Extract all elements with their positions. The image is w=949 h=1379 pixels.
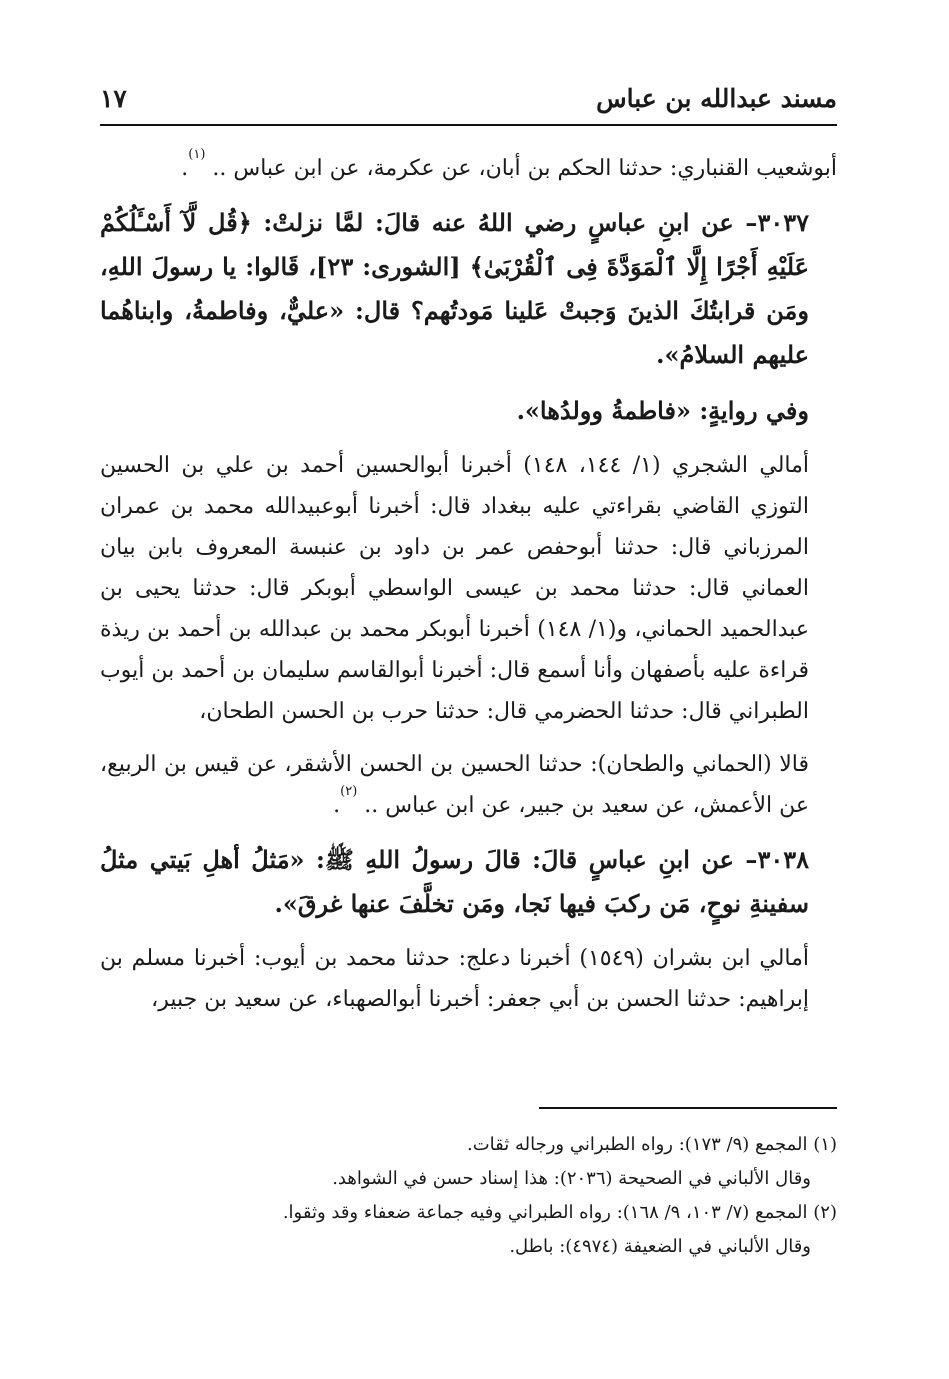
header-rule [100, 124, 837, 126]
paragraph-isnad-continuation [100, 148, 837, 189]
isnad-text: أبوشعيب القنباري: حدثنا الحكم بن أبان، عن عكرمة، عن ابن عباس .. [205, 156, 837, 181]
footnote-separator [539, 1107, 837, 1109]
footnote-ref-1[interactable]: (١) [188, 147, 206, 162]
page-header [100, 80, 837, 120]
footnote-2-continuation: وقال الألباني في الضعيفة (٤٩٧٤): باطل. [509, 1236, 811, 1257]
hadith-number: ٣٠٣٧– [733, 208, 809, 237]
page-number: ١٧ [100, 84, 127, 113]
source-amali-shajari: أمالي الشجري (١/ ١٤٤، ١٤٨) أخبرنا أبوالحسين أحمد بن علي بن الحسين التوزي القاضي بقراءتي عليه ببغداد قال: أخبرنا أبوعبيدالله محمد بن عمران المرزباني قال: حدثنا أبوحفص عمر بن داود بن عنبسة المعروف بابن بيان العماني قال: حدثنا محمد بن عيسى الواسطي أبوبكر قال: حدثنا يحيى بن عبدالحميد الحماني، و(١/ ١٤٨) أخبرنا أبوبكر محمد بن عبدالله بن أحمد بن ريذة قراءة عليه بأصفهان وأنا أسمع قال: أخبرنا أبوالقاسم سليمان بن أحمد بن أيوب الطبراني قال: حدثنا الحضرمي قال: حدثنا حرب بن الحسن الطحان، [100, 453, 810, 724]
running-title: مسند عبدالله بن عباس [596, 84, 837, 113]
hadith-text: عن ابنِ عباسٍ رضي اللهُ عنه قالَ: لمَّا نزلتْ: ﴿قُل لَّآ أَسْـَٔلُكُمْ عَلَيْهِ أَجْرًا إِلَّا ٱلْمَوَدَّةَ فِى ٱلْقُرْبَىٰ﴾ [الشورى: ٢٣]، قَالوا: يا رسولَ اللهِ، ومَن قرابتُكَ الذينَ وَجبتْ عَلينا مَودتُهم؟ قال: «عليٌّ، وفاطمةُ، وابناهُما عليهم السلامُ». [100, 208, 809, 369]
paragraph-qala [100, 744, 837, 826]
alternate-riwaya: وفي روايةٍ: «فاطمةُ وولدُها». [516, 396, 809, 425]
isnad-end: . [181, 156, 189, 181]
main-text [100, 148, 837, 1020]
qala-text: قالا (الحماني والطحان): حدثنا الحسين بن الحسن الأشقر، عن قيس بن الربيع، عن الأعمش، عن سعيد بن جبير، عن ابن عباس .. [100, 752, 809, 818]
hadith-number: ٣٠٣٨– [733, 845, 809, 874]
footnote-2: (٢) المجمع (٧/ ١٠٣، ٩/ ١٦٨): رواه الطبراني وفيه جماعة ضعفاء وقد وثقوا. [282, 1202, 837, 1223]
footnotes [100, 1128, 837, 1264]
hadith-3037 [100, 201, 837, 377]
hadith-3038 [100, 838, 837, 926]
hadith-text: عن ابنِ عباسٍ قالَ: قالَ رسولُ اللهِ ﷺ: «مَثلُ أهلِ بَيتي مثلُ سفينةِ نوحٍ، مَن ركبَ فيها نَجا، ومَن تخلَّفَ عنها غرقَ». [100, 845, 809, 918]
footnote-1: (١) المجمع (٩/ ١٧٣): رواه الطبراني ورجاله ثقات. [466, 1134, 837, 1155]
source-amali-bishran: أمالي ابن بشران (١٥٤٩) أخبرنا دعلج: حدثنا محمد بن أيوب: أخبرنا مسلم بن إبراهيم: حدثنا الحسن بن أبي جعفر: أخبرنا أبوالصهباء، عن سعيد بن جبير، [100, 946, 809, 1012]
qala-end: . [333, 793, 341, 818]
footnote-1-continuation: وقال الألباني في الصحيحة (٢٠٣٦): هذا إسناد حسن في الشواهد. [332, 1168, 811, 1189]
footnote-ref-2[interactable]: (٢) [340, 784, 358, 799]
